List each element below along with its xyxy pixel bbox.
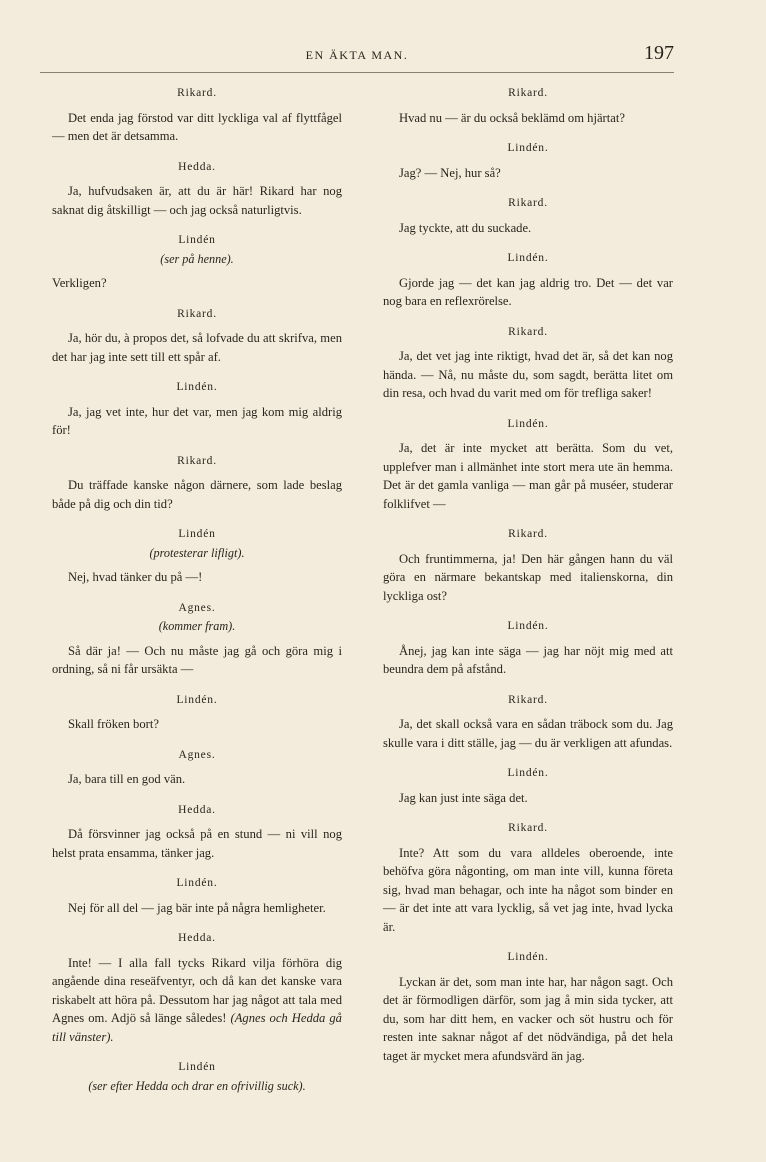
speaker-name: Hedda. — [178, 160, 216, 173]
speaker-name: Lindén — [178, 528, 216, 540]
speaker-name: Hedda. — [178, 803, 216, 816]
speech-block — [52, 929, 342, 1046]
speaker-name: Lindén. — [176, 381, 218, 393]
speaker-name: Lindén. — [507, 620, 549, 632]
dialogue-text: Lyckan är det, som man inte har, har någon sagt. Och det är förmodligen därför, som jag å min sida tycker, att du, som har ditt hem, en vacker och söt hustru och för resten inte saknar något af det nödvändiga, på det hela taget är mycket mera afundsvärd än jag. — [383, 974, 673, 1063]
dialogue-text: Hvad nu — är du också beklämd om hjärtat? — [399, 110, 625, 125]
speech-block — [52, 158, 342, 220]
dialogue-text: Skall fröken bort? — [68, 717, 159, 731]
stage-direction: (ser efter Hedda och drar en ofrivillig suck). — [88, 1078, 306, 1093]
speech-block — [52, 746, 342, 789]
running-header — [40, 40, 674, 73]
speaker-name: Hedda. — [178, 932, 216, 944]
speech-block — [383, 525, 673, 605]
speaker-name: Lindén. — [507, 951, 549, 963]
speaker-name: Lindén — [178, 1061, 216, 1073]
speech-block — [52, 874, 342, 917]
speech-block — [52, 801, 342, 863]
speech-block — [383, 819, 673, 936]
speaker-name: Rikard. — [508, 197, 548, 209]
dialogue-text: Ånej, jag kan inte säga — jag har nöjt mig med att beundra dem på afstånd. — [383, 643, 673, 676]
speaker-name: Rikard. — [508, 693, 548, 706]
stage-direction: (kommer fram). — [158, 619, 236, 633]
speaker-name: Agnes. — [178, 748, 216, 761]
dialogue-text: Gjorde jag — det kan jag aldrig tro. Det — det var nog bara en reflexrörelse. — [383, 275, 673, 308]
speech-block — [383, 84, 673, 127]
speaker-name: Lindén. — [507, 767, 549, 779]
speech-block — [383, 249, 673, 311]
speech-block — [383, 139, 673, 182]
speech-block — [52, 525, 342, 587]
speech-block — [383, 764, 673, 807]
dialogue-text: Jag tyckte, att du suckade. — [399, 220, 532, 235]
dialogue-text: Då försvinner jag också på en stund — ni vill nog helst prata ensamma, tänker jag. — [52, 827, 342, 860]
dialogue-text: Ja, jag vet inte, hur det var, men jag kom mig aldrig för! — [52, 404, 342, 437]
speech-block — [383, 194, 673, 237]
speaker-name: Rikard. — [177, 307, 217, 320]
left-column — [52, 84, 342, 1095]
speech-block — [52, 452, 342, 514]
dialogue-text: Så där ja! — Och nu måste jag gå och göra mig i ordning, så ni får ursäkta — — [52, 643, 342, 676]
dialogue-text: Inte? Att som du vara alldeles oberoende, inte behöfva göra någonting, om man inte vill, kunna företa sig, hvad man behagar, och inte ha något som binder en — är det inte att vara lycklig, så vet jag inte, hvad lycka är. — [383, 845, 673, 934]
running-title: EN ÄKTA MAN. — [305, 48, 409, 62]
dialogue-text-body: Inte! — I alla fall tycks Rikard vilja förhöra dig angående dina reseäfventyr, och då kan det kanske vara riskabelt att höra på. Dessutom har jag något att tala med Agnes om. Adjö så länge således! — [52, 955, 342, 1025]
dialogue-text: Nej, hvad tänker du på —! — [68, 570, 203, 584]
speaker-name: Lindén. — [507, 252, 549, 264]
inline-stage-direction: (Agnes och Hedda gå till vänster). — [52, 1011, 342, 1044]
speaker-name: Lindén. — [176, 877, 218, 889]
speech-block — [52, 1058, 342, 1095]
speech-block — [383, 415, 673, 514]
dialogue-text: Verkligen? — [52, 276, 107, 290]
speaker-name: Rikard. — [508, 325, 548, 338]
right-column — [383, 84, 673, 1077]
speech-block — [52, 84, 342, 146]
speaker-name: Agnes. — [178, 601, 216, 614]
dialogue-text: Ja, det skall också vara en sådan träbock som du. Jag skulle vara i ditt ställe, jag — du är verkligen att afundas. — [383, 717, 673, 750]
speech-block — [383, 323, 673, 403]
dialogue-text: Jag kan just inte säga det. — [399, 790, 528, 805]
speaker-name: Rikard. — [177, 454, 217, 467]
speaker-name: Lindén. — [507, 142, 549, 154]
dialogue-text: Det enda jag förstod var ditt lyckliga val af flyttfågel — men det är detsamma. — [52, 110, 342, 143]
dialogue-text: Ja, det är inte mycket att berätta. Som du vet, upplefver man i allmänhet inte stort mera ute än hemma. Det är det gamla vanliga — man går på muséer, studerar folklifvet — — [383, 441, 673, 511]
dialogue-text: Och fruntimmerna, ja! Den här gången hann du väl göra en närmare bekantskap med italienskorna, din lyckliga ost? — [383, 551, 673, 603]
dialogue-text — [52, 954, 342, 1047]
speaker-name: Rikard. — [177, 87, 217, 99]
dialogue-text: Ja, hufvudsaken är, att du är här! Rikard har nog saknat dig åtskilligt — och jag också naturligtvis. — [52, 184, 342, 217]
dialogue-text: Du träffade kanske någon därnere, som lade beslag både på dig och din tid? — [52, 478, 342, 511]
speaker-name: Rikard. — [508, 528, 548, 540]
speaker-name: Lindén. — [507, 417, 549, 430]
dialogue-text: Jag? — Nej, hur så? — [399, 165, 501, 180]
speech-block — [52, 305, 342, 367]
speech-block — [383, 948, 673, 1065]
speech-block — [52, 378, 342, 440]
dialogue-text: Nej för all del — jag bär inte på några hemligheter. — [68, 900, 326, 915]
speech-block — [383, 617, 673, 679]
stage-direction: (ser på henne). — [160, 251, 234, 266]
dialogue-text: Ja, hör du, à propos det, så lofvade du att skrifva, men det har jag inte sett till ett spår af. — [52, 331, 342, 364]
speech-block — [52, 691, 342, 734]
dialogue-text: Ja, det vet jag inte riktigt, hvad det är, så det kan nog hända. — Nå, nu måste du, som sagdt, berätta litet om din resa, och hvad du varit med om för trefliga saker! — [383, 349, 673, 400]
speaker-name: Lindén. — [176, 693, 218, 706]
speaker-name: Lindén — [178, 234, 216, 246]
speech-block — [383, 691, 673, 753]
stage-direction: (protesterar lifligt). — [149, 545, 245, 560]
speech-block — [52, 599, 342, 679]
speech-block — [52, 231, 342, 293]
speaker-name: Rikard. — [508, 822, 548, 834]
page-number: 197 — [644, 42, 674, 64]
speaker-name: Rikard. — [508, 87, 548, 99]
dialogue-text: Ja, bara till en god vän. — [68, 772, 186, 786]
